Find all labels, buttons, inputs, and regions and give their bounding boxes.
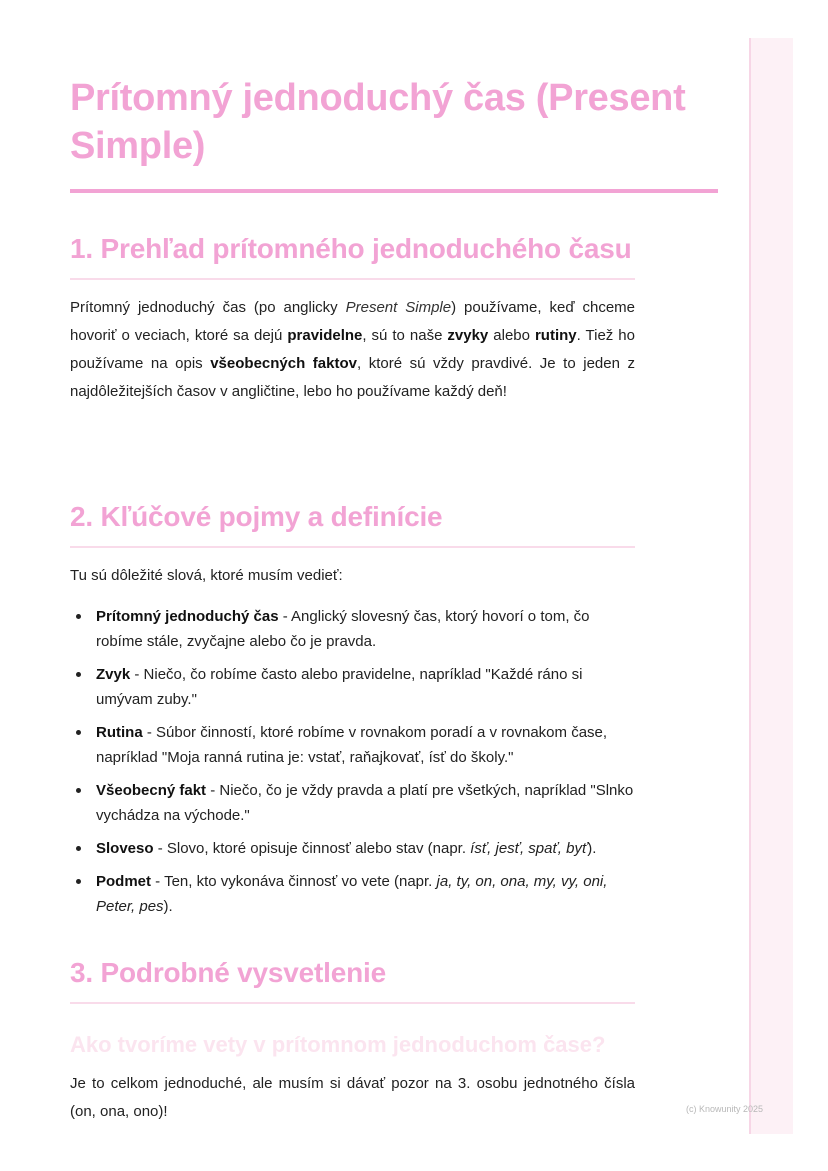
bold-term: pravidelne xyxy=(287,327,363,344)
bold-term: rutiny xyxy=(534,327,577,344)
term: Všeobecný fakt xyxy=(96,782,207,799)
text: alebo xyxy=(488,327,535,344)
text: Prítomný jednoduchý čas (po anglicky xyxy=(70,299,346,316)
text: , ktoré sú vždy pravdivé. Je to jeden z najdôležitejších časov v angličtine, lebo ho používame každý deň! xyxy=(70,355,635,400)
list-item xyxy=(70,604,635,654)
definition: - Súbor činností, ktoré robíme v rovnakom poradí a v rovnakom čase, napríklad "Moja ranná rutina je: vstať, raňajkovať, ísť do školy." xyxy=(96,724,608,766)
text: . Tiež ho používame na opis xyxy=(70,327,635,372)
side-strip xyxy=(749,38,793,1134)
section-explanation xyxy=(70,954,635,1126)
bullet-icon xyxy=(76,788,81,793)
text: ) používame, keď chceme hovoriť o veciach, ktoré sa dejú xyxy=(70,299,636,344)
definition: - Niečo, čo robíme často alebo pravidelne, napríklad "Každé ráno si umývam zuby." xyxy=(96,666,583,708)
list-item xyxy=(70,869,635,919)
title-divider xyxy=(70,189,718,193)
term: Zvyk xyxy=(96,666,131,683)
bullet-icon xyxy=(76,614,81,619)
definition-end: ). xyxy=(163,898,173,915)
section-3-divider xyxy=(70,1002,635,1004)
bullet-icon xyxy=(76,730,81,735)
definition: - Niečo, čo je vždy pravda a platí pre všetkých, napríklad "Slnko vychádza na východe." xyxy=(96,782,634,824)
bold-term: všeobecných faktov xyxy=(210,355,357,372)
definition: - Anglický slovesný čas, ktorý hovorí o tom, čo robíme stále, zvyčajne alebo čo je pravda. xyxy=(96,608,590,650)
bullet-icon xyxy=(76,846,81,851)
examples: ísť, jesť, spať, byť xyxy=(470,840,588,857)
term: Prítomný jednoduchý čas xyxy=(96,608,279,625)
examples: ja, ty, on, ona, my, vy, oni, Peter, pes xyxy=(96,873,608,915)
list-item xyxy=(70,720,635,770)
list-item xyxy=(70,778,635,828)
definition-end: ). xyxy=(587,840,597,857)
section-2-divider xyxy=(70,546,635,548)
definition: - Ten, kto vykonáva činnosť vo vete (napr. xyxy=(151,873,437,890)
section-1-heading: 1. Prehľad prítomného jednoduchého času xyxy=(70,233,632,264)
term: Podmet xyxy=(96,873,152,890)
text: , sú to naše xyxy=(362,327,448,344)
section-overview xyxy=(70,230,635,406)
bold-term: zvyky xyxy=(447,327,489,344)
bullet-icon xyxy=(76,879,81,884)
bullet-icon xyxy=(76,672,81,677)
definitions-list xyxy=(70,604,635,919)
section-2-intro: Tu sú dôležité slová, ktoré musím vedieť: xyxy=(70,567,343,584)
section-1-divider xyxy=(70,278,635,280)
section-3-paragraph: Je to celkom jednoduché, ale musím si dávať pozor na 3. osobu jednotného čísla (on, ona, ono)! xyxy=(70,1075,635,1120)
section-3-heading: 3. Podrobné vysvetlenie xyxy=(70,957,386,988)
section-1-paragraph xyxy=(70,294,635,406)
term: Rutina xyxy=(96,724,143,741)
section-definitions xyxy=(70,498,635,927)
definition: - Slovo, ktoré opisuje činnosť alebo stav (napr. xyxy=(153,840,471,857)
section-2-heading: 2. Kľúčové pojmy a definície xyxy=(70,501,443,532)
list-item xyxy=(70,836,635,861)
copyright-footer: (c) Knowunity 2025 xyxy=(686,1104,764,1114)
page-title: Prítomný jednoduchý čas (Present Simple) xyxy=(70,77,686,167)
list-item xyxy=(70,662,635,712)
italic-term: Present Simple xyxy=(345,299,452,316)
section-3-subheading: Ako tvoríme vety v prítomnom jednoduchom čase? xyxy=(70,1032,606,1057)
term: Sloveso xyxy=(96,840,154,857)
